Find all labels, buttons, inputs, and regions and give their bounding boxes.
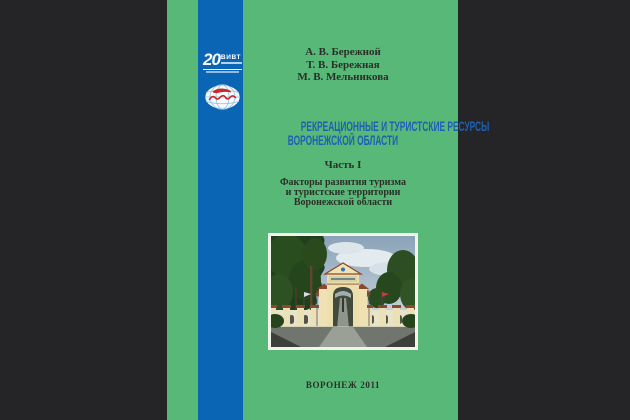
park-entrance-photo [268, 233, 418, 350]
subtitle-block [243, 178, 443, 208]
author-name: М. В. Мельникова [297, 71, 389, 83]
vivt-logo-underline [203, 69, 242, 70]
cover-content [243, 0, 490, 420]
book-title [243, 119, 490, 148]
author-name: Т. В. Бережная [306, 58, 380, 71]
book-title-line: ВОРОНЕЖСКОЙ ОБЛАСТИ [287, 133, 399, 148]
vivt-logo-number: 20 [203, 50, 220, 69]
book-cover [167, 0, 490, 420]
book-title-line: РЕКРЕАЦИОННЫЕ И ТУРИСТСКИЕ РЕСУРСЫ [300, 119, 490, 134]
vivt-20-anniversary-logo [203, 52, 242, 73]
part-label: Часть I [324, 159, 362, 171]
subtitle-line: Воронежской области [293, 197, 393, 208]
authors-block [243, 46, 443, 84]
author-name: А. В. Бережной [305, 46, 381, 58]
cover-blue-band [198, 0, 243, 420]
subtitle-line: Факторы развития туризма [279, 177, 407, 188]
vivt-logo-smalltext-bar [221, 62, 242, 64]
vivt-logo-smalltext-bar [206, 71, 239, 73]
vivt-logo-acronym: ВИВТ [220, 54, 242, 61]
imprint-city-year: ВОРОНЕЖ 2011 [305, 380, 381, 390]
photo-road [271, 326, 415, 347]
riski-globe-logo-icon [203, 83, 242, 111]
subtitle-line: и туристские территории [285, 187, 401, 198]
